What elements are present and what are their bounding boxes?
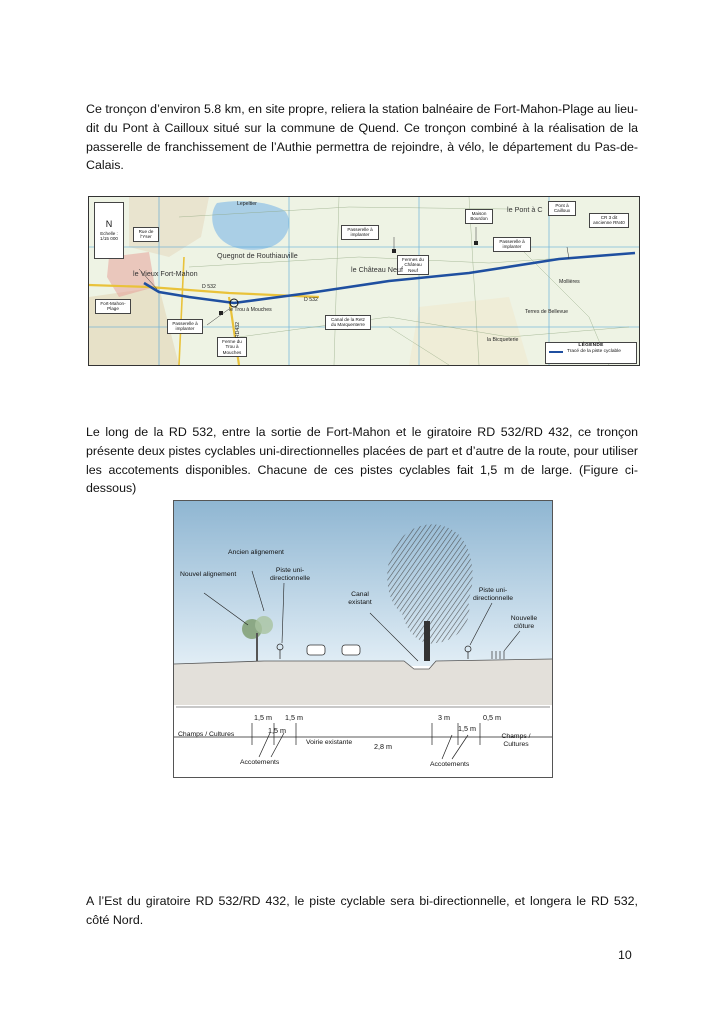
label-piste-right: Piste uni-directionnelle <box>472 587 514 602</box>
label-accotements-right: Accotements <box>430 761 470 768</box>
map-background <box>89 197 639 365</box>
label-terres-bellevue: Terres de Bellevue <box>525 309 568 315</box>
box-ferme-trou: Ferme du Trou à Mouches <box>217 337 247 357</box>
label-rd432: RD432 <box>235 321 242 339</box>
map-legend <box>545 342 637 364</box>
dim-6: 0,5 m <box>483 713 501 722</box>
map-scale-box <box>94 202 124 259</box>
label-bicqueterie: la Bicqueterie <box>487 337 519 343</box>
page-number: 10 <box>618 948 632 962</box>
scale-value: 1/15 000 <box>100 236 118 242</box>
box-pont-cailloux: Pont à Cailloux <box>548 201 576 216</box>
dim-5: 3 m <box>438 713 450 722</box>
box-cr-ancienne: CR 3 dit ancienne RN40 <box>589 213 629 228</box>
label-accotements-left: Accotements <box>240 759 280 766</box>
box-fort-mahon-plage: Fort-Mahon-Plage <box>95 299 131 314</box>
box-fermes-chateau: Fermes du Château Neuf <box>397 255 429 275</box>
label-vieux-fort-mahon: le Vieux Fort-Mahon <box>133 269 198 278</box>
label-chateau-neuf: le Château Neuf <box>351 265 403 274</box>
dim-2: 1,5 m <box>285 713 303 722</box>
label-d532b: D 532 <box>304 297 318 303</box>
description-paragraph: Le long de la RD 532, entre la sortie de Fort-Mahon et le giratoire RD 532/RD 432, ce tronçon présente deux pistes cyclables uni-directionnelles placées de part et d’autre de la route, pour utiliser les accotements disponibles. Chacune de ces pistes cyclables fait 1,5 m de large. (Figure ci-dessous) <box>86 425 638 496</box>
legend-title: LÉGENDE <box>578 343 604 348</box>
label-trou-mouches: le Trou à Mouches <box>229 307 272 313</box>
scale-label: Echelle : <box>100 231 118 236</box>
north-letter: N <box>105 219 113 229</box>
label-routhiauville: Quegnot de Routhiauville <box>217 251 298 260</box>
route-map <box>88 196 640 366</box>
label-voirie: Voirie existante <box>306 739 353 746</box>
road-cross-section <box>173 500 553 778</box>
dim-4: 2,8 m <box>374 742 392 751</box>
label-mollieres: Mollières <box>559 279 580 285</box>
intro-paragraph: Ce tronçon d’environ 5.8 km, en site propre, reliera la station balnéaire de Fort-Mahon-Plage au lieu-dit du Pont à Cailloux situé sur la commune de Quend. Ce tronçon combiné à la réalisation de la passerelle de franchissement de l’Authie permettra de rejoindre, à vélo, le département du Pas-de-Calais. <box>86 102 638 173</box>
label-nouvel-alignement: Nouvel alignement <box>180 571 237 578</box>
label-cloture: Nouvelle clôture <box>510 615 538 630</box>
legend-swatch <box>549 351 563 353</box>
label-d532: D 532 <box>202 284 216 290</box>
label-lepeltier: Lepeltier <box>237 201 257 207</box>
legend-item: Tracé de la piste cyclable <box>567 349 621 354</box>
box-passerelle-left: Passerelle à implanter <box>167 319 203 334</box>
closing-paragraph: A l’Est du giratoire RD 532/RD 432, le piste cyclable sera bi-directionnelle, et longera le RD 532, côté Nord. <box>86 894 638 927</box>
dim-3: 1,5 m <box>268 726 286 735</box>
dim-1: 1,5 m <box>254 713 272 722</box>
label-pont-c: le Pont à C <box>507 205 543 214</box>
box-rue-yser: Rue de l'Yser <box>133 227 159 242</box>
label-ancien-alignement: Ancien alignement <box>228 549 284 556</box>
box-canal-retz: Canal de la Retz du Marquenterre <box>325 315 371 330</box>
box-passerelle-right: Passerelle à implanter <box>493 237 531 252</box>
box-maison-bourdon: Maison Bourdon <box>465 209 493 224</box>
label-canal: Canal existant <box>348 591 372 606</box>
dim-7: 1,5 m <box>458 724 476 733</box>
box-passerelle-mid: Passerelle à implanter <box>341 225 379 240</box>
label-champs-right: Champs / Cultures <box>501 733 531 748</box>
label-champs-left: Champs / Cultures <box>178 731 235 738</box>
label-piste-left: Piste uni-directionnelle <box>269 567 311 582</box>
